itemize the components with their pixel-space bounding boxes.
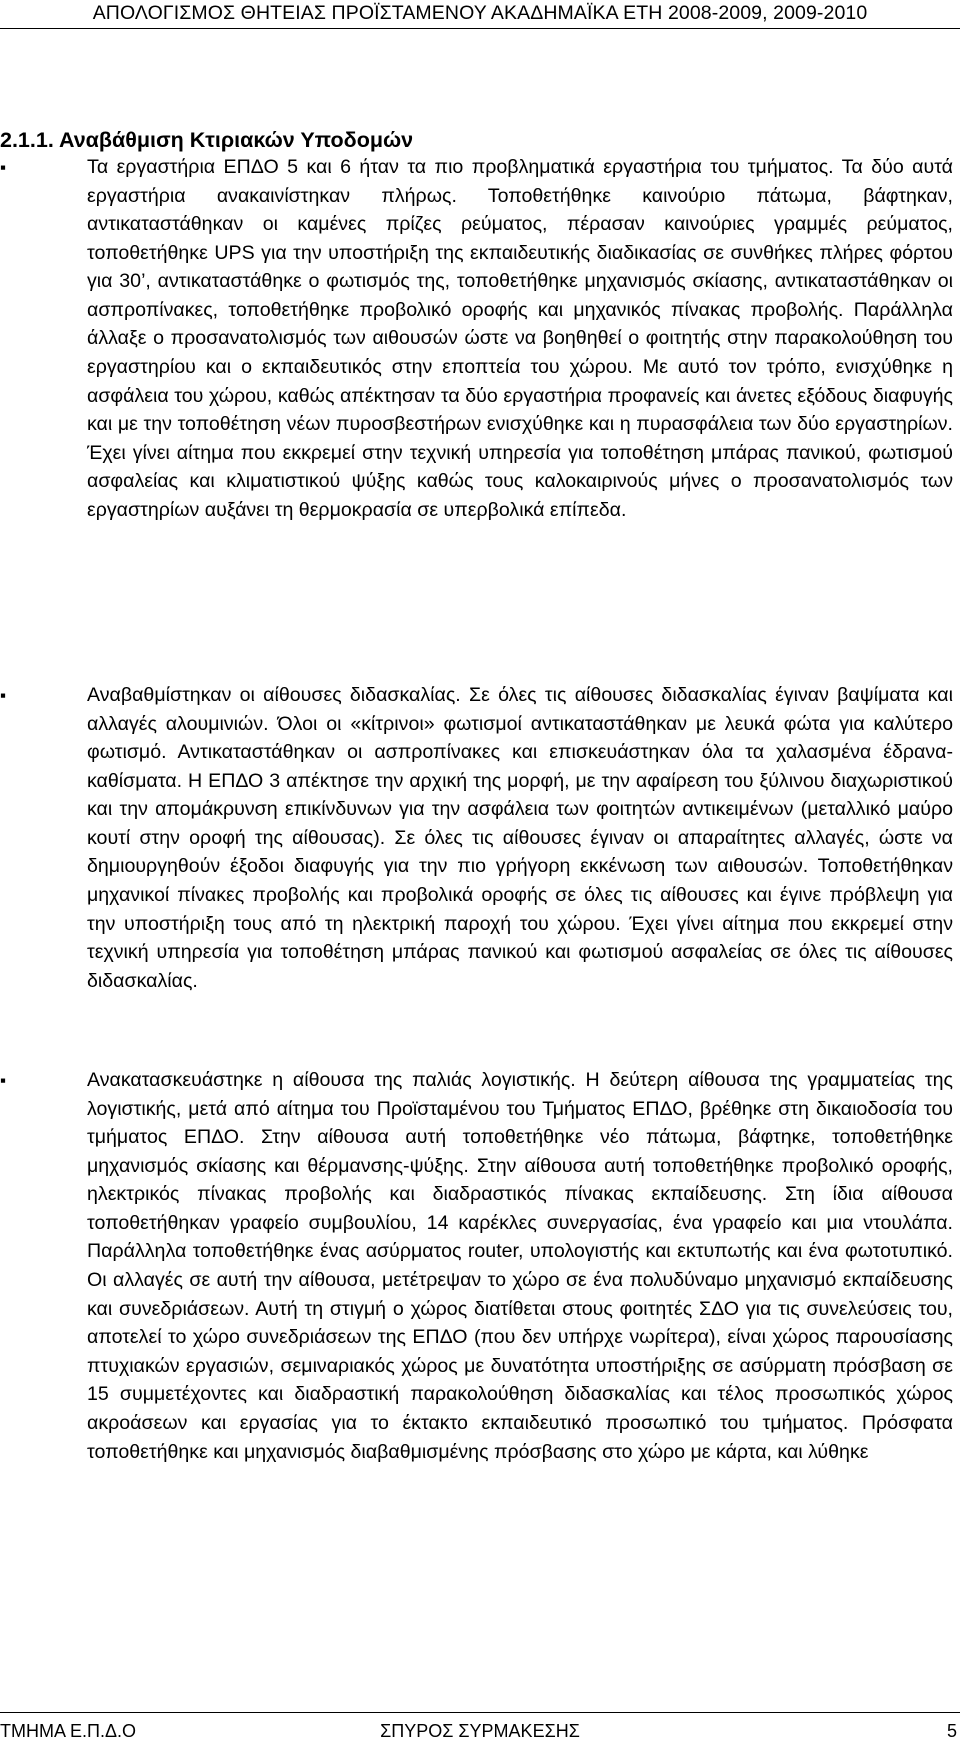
bullet-marker: ▪: [0, 158, 7, 177]
list-item: Τα εργαστήρια ΕΠΔΟ 5 και 6 ήταν τα πιο προβληματικά εργαστήρια του τμήματος. Τα δύο αυτά εργαστήρια ανακαινίστηκαν πλήρως. Τοποθετήθηκε καινούριο πάτωμα, βάφτηκαν, αντικαταστάθηκαν οι καμένες πρίζες ρεύματος, πέρασαν καινούριες γραμμές ρεύματος, τοποθετήθηκε UPS για την υποστήριξη της εκπαιδευτικής διαδικασίας σε συνθήκες πλήρες φόρτου για 30’, αντικαταστάθηκε ο φωτισμός της, τοποθετήθηκε μηχανισμός σκίασης, αντικαταστάθηκαν οι ασπροπίνακες, τοποθετήθηκε προβολικό οροφής και μηχανικός πίνακας προβολής. Παράλληλα άλλαξε ο προσανατολισμός των αιθουσών ώστε να βοηθηθεί ο φοιτητής στην παρακολούθηση του εργαστηρίου και ο εκπαιδευτικός στην εποπτεία του χώρου. Με αυτό τον τρόπο, ενισχύθηκε η ασφάλεια του χώρου, καθώς απέκτησαν τα δύο εργαστήρια προφανείς και άνετες εξόδους διαφυγής και με την τοποθέτηση νέων πυροσβεστήρων ενισχύθηκε και η πυρασφάλεια των δύο εργαστηρίων. Έχει γίνει αίτημα που εκκρεμεί στην τεχνική υπηρεσία για τοποθέτηση μπάρας πανικού, φωτισμού ασφαλείας και κλιματιστικού ψύξης καθώς τους καλοκαιρινούς μήνες ο προσανατολισμός των εργαστηρίων αυξάνει τη θερμοκρασία σε υπερβολικά επίπεδα.: [87, 156, 953, 521]
bullet-marker: ▪: [0, 1071, 7, 1090]
footer-department: ΤΜΗΜΑ Ε.Π.Δ.Ο: [0, 1721, 137, 1741]
page-footer: [0, 1712, 960, 1747]
list-item: Ανακατασκευάστηκε η αίθουσα της παλιάς λογιστικής. Η δεύτερη αίθουσα της γραμματείας της λογιστικής, μετά από αίτημα του Προϊσταμένου του Τμήματος ΕΠΔΟ, βρέθηκε στη δικαιοδοσία του τμήματος ΕΠΔΟ. Στην αίθουσα αυτή τοποθετήθηκε νέο πάτωμα, βάφτηκε, τοποθετήθηκε μηχανισμός σκίασης και θέρμανσης-ψύξης. Στην αίθουσα αυτή τοποθετήθηκε προβολικό οροφής, ηλεκτρικός πίνακας προβολής και διαδραστικός πίνακας εκπαίδευσης. Στη ίδια αίθουσα τοποθετήθηκαν γραφείο συμβουλίου, 14 καρέκλες συνεργασίας, ένα γραφείο και μια ντουλάπα. Παράλληλα τοποθετήθηκε ένας ασύρματος router, υπολογιστής και εκτυπωτής και ένα φωτοτυπικό. Οι αλλαγές σε αυτή την αίθουσα, μετέτρεψαν το χώρο σε ένα πολυδύναμο μηχανισμό εκπαίδευσης και συνεδριάσεων. Αυτή τη στιγμή ο χώρος διατίθεται στους φοιτητές ΣΔΟ για τις συνελεύσεις του, αποτελεί το χώρο συνεδριάσεων της ΕΠΔΟ (που δεν υπήρχε νωρίτερα), είναι χώρος παρουσίασης πτυχιακών εργασιών, σεμιναριακός χώρος με δυνατότητα υποστήριξης σε ασύρματη πρόσβαση σε 15 συμμετέχοντες και διαδραστική παρακολούθηση διδασκαλίας και τέλος προσωπικός χώρος ακροάσεων και εργασίας για το έκτακτο εκπαιδευτικό προσωπικό του τμήματος. Πρόσφατα τοποθετήθηκε και μηχανισμός διαβαθμισμένης πρόσβασης στο χώρο με κάρτα, και λύθηκε: [87, 1069, 953, 1463]
header-title: ΑΠΟΛΟΓΙΣΜΟΣ ΘΗΤΕΙΑΣ ΠΡΟΪΣΤΑΜΕΝΟΥ ΑΚΑΔΗΜΑΪΚΑ ΕΤΗ 2008-2009, 2009-2010: [92, 2, 868, 24]
list-item: Αναβαθμίστηκαν οι αίθουσες διδασκαλίας. Σε όλες τις αίθουσες διδασκαλίας έγιναν βαψίματα και αλλαγές αλουμινιών. Όλοι οι «κίτρινοι» φωτισμοί αντικαταστάθηκαν με λευκά φώτα για καλύτερο φωτισμό. Αντικαταστάθηκαν οι ασπροπίνακες και επισκευάστηκαν όλα τα χαλασμένα έδρανα-καθίσματα. Η ΕΠΔΟ 3 απέκτησε την αρχική της μορφή, με την αφαίρεση του ξύλινου διαχωριστικού και την απομάκρυνση επικίνδυνων για την ασφάλεια των φοιτητών αντικειμένων (μεταλλικό μαύρο κουτί στην οροφή της αίθουσας). Σε όλες τις αίθουσες έγιναν οι απαραίτητες αλλαγές, ώστε να δημιουργηθούν έξοδοι διαφυγής για την πιο γρήγορη εκκένωση των αιθουσών. Τοποθετήθηκαν μηχανικοί πίνακες προβολής και προβολικά οροφής σε όλες τις αίθουσες και έγινε πρόβλεψη για την υποστήριξη τους από τη ηλεκτρική παροχή του χώρου. Έχει γίνει αίτημα που εκκρεμεί στην τεχνική υπηρεσία για τοποθέτηση μπάρας πανικού και φωτισμού ασφαλείας σε όλες τις αίθουσες διδασκαλίας.: [87, 684, 953, 992]
bullet-marker: ▪: [0, 686, 7, 705]
page-number: 5: [946, 1721, 957, 1741]
page-header: [0, 2, 960, 29]
footer-author: ΣΠΥΡΟΣ ΣΥΡΜΑΚΕΣΗΣ: [380, 1721, 580, 1741]
section-title: 2.1.1. Αναβάθμιση Κτιριακών Υποδομών: [0, 128, 414, 152]
